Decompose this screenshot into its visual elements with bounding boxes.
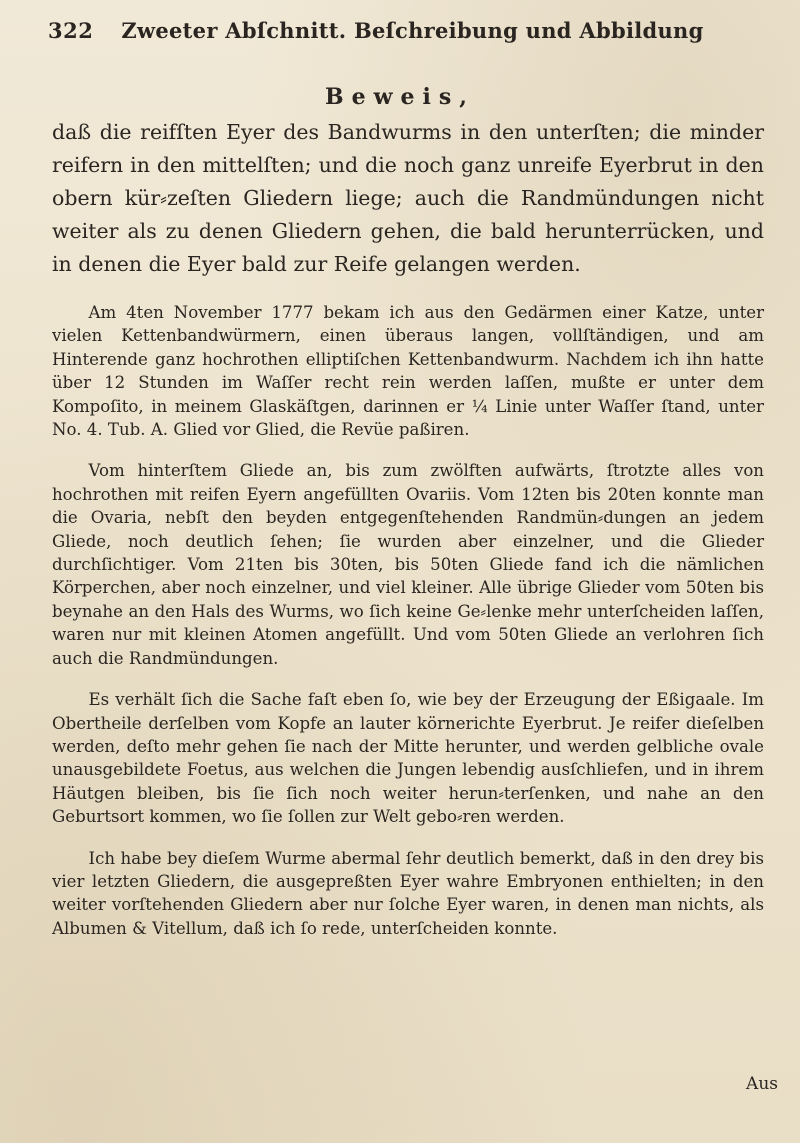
- page-header: [48, 18, 758, 58]
- paragraph: Es verhält ſich die Sache faſt eben ſo, wie bey der Erzeugung der Eßigaale. Im Obertheile derſelben vom Kopfe an lauter körnerichte Eyerbrut. Je reifer dieſelben werden, deſto mehr gehen ſie nach der Mitte herunter, und werden gelbliche ovale unausgebildete Foetus, aus welchen die Jungen lebendig ausſchliefen, und in ihrem Häutgen bleiben, bis ſie ſich noch weiter herun⸗terſenken, und nahe an den Geburtsort kommen, wo ſie ſollen zur Welt gebo⸗ren werden.: [52, 690, 764, 827]
- catchword: Aus: [746, 1074, 778, 1094]
- section-heading: Beweis,: [325, 84, 475, 110]
- paragraph-lead: daß die reifſten Eyer des Bandwurms in den unterſten; die minder reifern in den mittelſten; und die noch ganz unreife Eyerbrut in den obern kür⸗zeſten Gliedern liege; auch die Randmündungen nicht weiter als zu denen Gliedern gehen, die bald herunterrücken, und in denen die Eyer bald zur Reife gelangen werden.: [52, 120, 764, 276]
- body-text: [52, 116, 764, 940]
- paragraph: Am 4ten November 1777 bekam ich aus den Gedärmen einer Katze, unter vielen Kettenbandwürmern, einen überaus langen, vollſtändigen, und am Hinterende ganz hochrothen elliptiſchen Kettenbandwurm. Nachdem ich ihn hatte über 12 Stunden im Waſſer recht rein werden laſſen, mußte er unter dem Kompoſito, in meinem Glaskäſtgen, darinnen er ¼ Linie unter Waſſer ſtand, unter No. 4. Tub. A. Glied vor Glied, die Revüe paßiren.: [52, 303, 764, 440]
- running-title: Zweeter Abſchnitt. Beſchreibung und Abbildung: [121, 18, 704, 43]
- page-number: 322: [48, 18, 94, 43]
- paragraph: Ich habe bey dieſem Wurme abermal ſehr deutlich bemerkt, daß in den drey bis vier letzten Gliedern, die ausgepreßten Eyer wahre Embryonen enthielten; in den weiter vorſtehenden Gliedern aber nur ſolche Eyer waren, in denen man nichts, als Albumen & Vitellum, daß ich ſo rede, unterſcheiden konnte.: [52, 848, 764, 938]
- paragraph: Vom hinterſtem Gliede an, bis zum zwölften aufwärts, ſtrotzte alles von hochrothen mit reifen Eyern angefüllten Ovariis. Vom 12ten bis 20ten konnte man die Ovaria, nebſt den beyden entgegenſtehenden Randmün⸗dungen an jedem Gliede, noch deutlich ſehen; ſie wurden aber einzelner, und die Glieder durchſichtiger. Vom 21ten bis 30ten, bis 50ten Gliede fand ich die nämlichen Körperchen, aber noch einzelner, und viel kleiner. Alle übrige Glieder vom 50ten bis beynahe an den Hals des Wurms, wo ſich keine Ge⸗lenke mehr unterſcheiden laſſen, waren nur mit kleinen Atomen angefüllt. Und vom 50ten Gliede an verlohren ſich auch die Randmündungen.: [52, 461, 764, 668]
